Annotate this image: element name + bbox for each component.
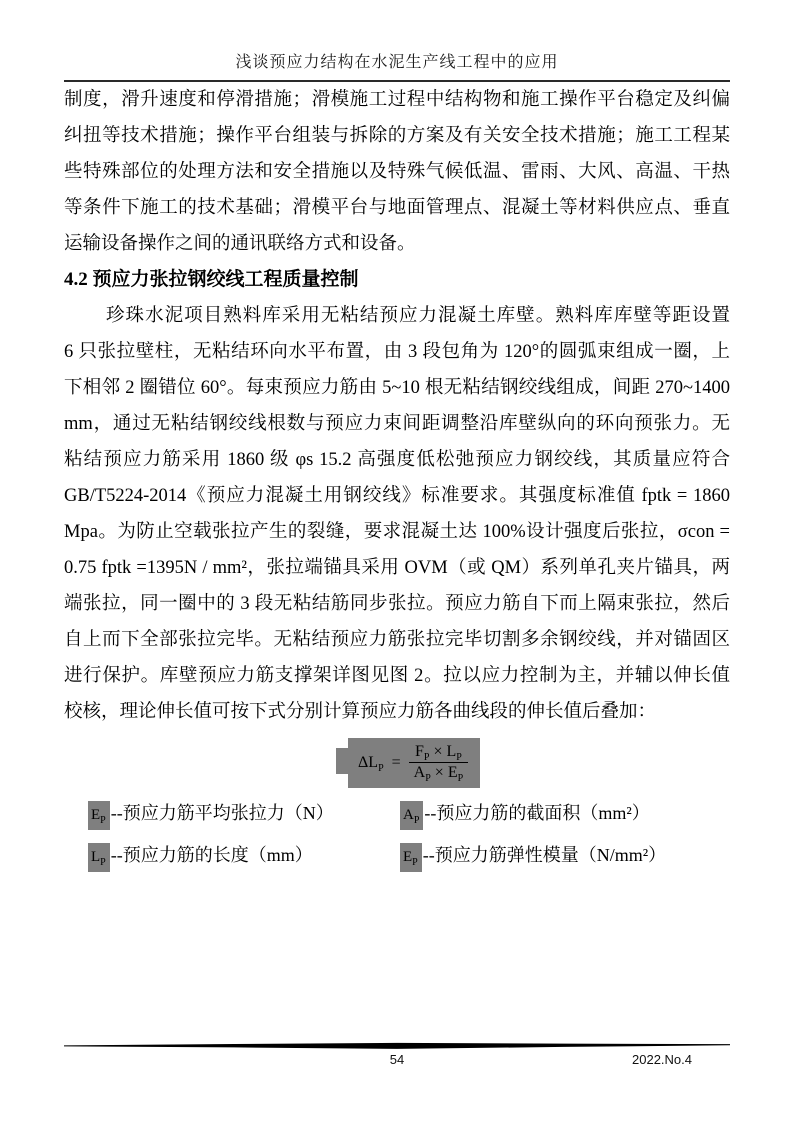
symbol-legend [88,800,730,872]
issue-number: 2022.No.4 [632,1052,692,1067]
body-line: GB/T5224-2014《预应力混凝土用钢绞线》标准要求。其强度标准值 fptk = 1860 [64,486,730,506]
formula-lhs: $\Delta L_P$ [358,753,384,775]
body-line: 珍珠水泥项目熟料库采用无粘结预应力混凝土库壁。熟料库库壁等距设置 [106,306,730,326]
elongation-formula [348,738,480,788]
legend-desc: --预应力筋的长度（mm） [110,845,313,865]
legend-symbol: $E_P$ [400,843,422,872]
legend-desc: --预应力筋的截面积（mm²） [424,803,650,823]
body-line: 6 只张拉壁柱，无粘结环向水平布置，由 3 段包角为 120°的圆弧束组成一圈，上 [64,342,730,362]
legend-desc: --预应力筋弹性模量（N/mm²） [422,845,667,865]
footer-rule [64,1042,730,1050]
formula-row [348,738,730,790]
page-number: 54 [389,1052,405,1067]
body-line: 进行保护。库壁预应力筋支撑架详图见图 2。拉以应力控制为主，并辅以伸长值 [64,666,730,686]
legend-symbol: $A_P$ [400,801,423,830]
running-header-title: 浅谈预应力结构在水泥生产线工程中的应用 [235,54,559,71]
legend-symbol: $E_P$ [88,801,110,830]
fraction-denominator: $A_P \times E_P$ [413,764,464,785]
paragraph-main [64,298,730,730]
body-line: mm，通过无粘结钢绞线根数与预应力束间距调整沿库壁纵向的环向预张力。无 [64,414,730,434]
formula-equals: = [391,753,401,771]
body-line: 制度，滑升速度和停滑措施；滑模施工过程中结构物和施工操作平台稳定及纠偏 [64,90,730,110]
body-line: 校核，理论伸长值可按下式分别计算预应力筋各曲线段的伸长值后叠加： [64,702,657,722]
legend-item [88,800,400,830]
body-line: 些特殊部位的处理方法和安全措施以及特殊气候低温、雷雨、大风、高温、干热 [64,162,730,182]
body-line: 等条件下施工的技术基础；滑模平台与地面管理点、混凝土等材料供应点、垂直 [64,198,730,218]
page-content [64,52,730,872]
legend-desc: --预应力筋平均张拉力（N） [110,803,334,823]
body-line: Mpa。为防止空载张拉产生的裂缝，要求混凝土达 100%设计强度后张拉，σcon = [64,522,730,542]
legend-item [400,800,730,830]
body-line: 粘结预应力筋采用 1860 级 φs 15.2 高强度低松弛预应力钢绞线，其质量应符合 [64,450,730,470]
body-line: 下相邻 2 圈错位 60°。每束预应力筋由 5~10 根无粘结钢绞线组成，间距 270~1400 [64,378,730,398]
section-heading: 4.2 预应力张拉钢绞线工程质量控制 [64,269,359,290]
footer-row [64,1052,730,1067]
legend-item [400,842,730,872]
legend-symbol: $L_P$ [88,843,110,872]
body-line: 端张拉，同一圈中的 3 段无粘结筋同步张拉。预应力筋自下而上隔束张拉，然后 [64,594,730,614]
formula-left-tab [336,748,348,774]
body-line: 0.75 fptk =1395N / mm²，张拉端锚具采用 OVM（或 QM）系列单孔夹片锚具，两 [64,558,730,578]
legend-item [88,842,400,872]
body-line: 运输设备操作之间的通讯联络方式和设备。 [64,234,416,254]
fraction-numerator: $F_P \times L_P$ [409,743,469,763]
page-footer [64,1042,730,1067]
body-line: 自上而下全部张拉完毕。无粘结预应力筋张拉完毕切割多余钢绞线，并对锚固区 [64,630,730,650]
paragraph-continuation [64,82,730,262]
body-line: 纠扭等技术措施；操作平台组装与拆除的方案及有关安全技术措施；施工工程某 [64,126,730,146]
formula-fraction [409,743,469,783]
